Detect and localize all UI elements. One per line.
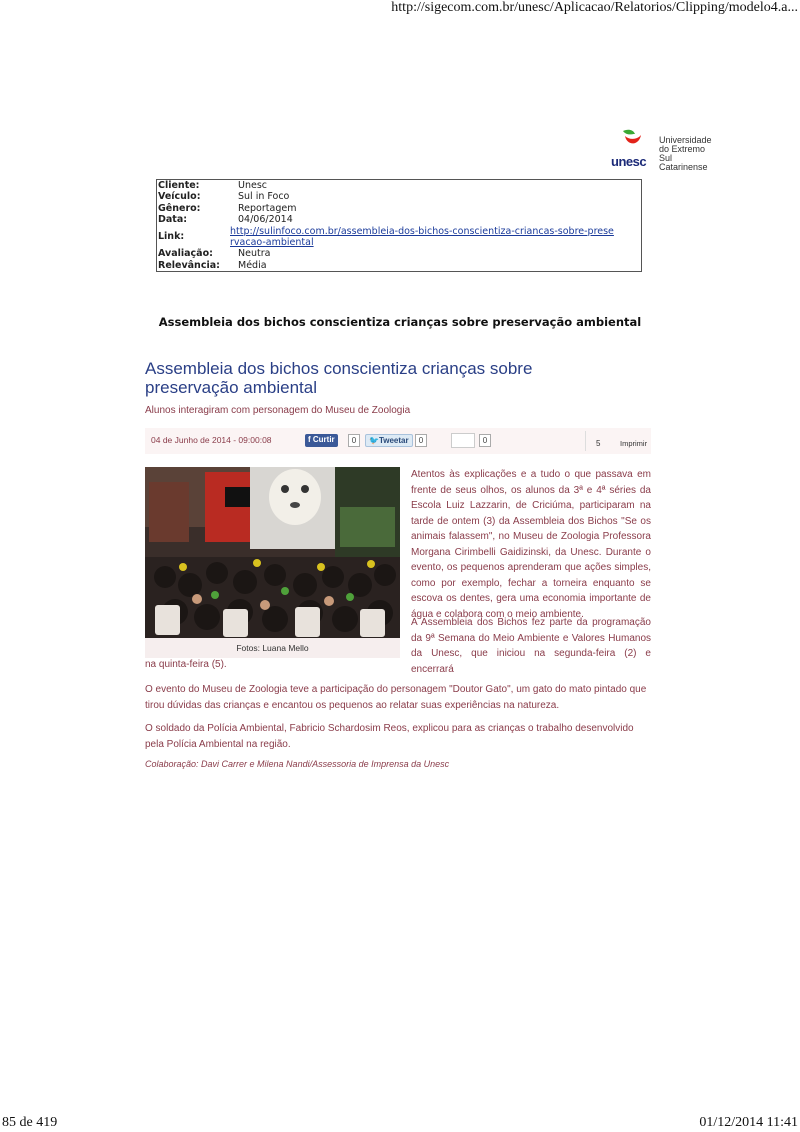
share-count: 0 xyxy=(479,434,491,447)
meta-row-link: Link: http://sulinfoco.com.br/assembleia-dos-bichos-conscientiza-criancas-sobre-prese rvacao-ambiental xyxy=(158,225,614,249)
logo-university-name: Universidade do Extremo Sul Catarinense xyxy=(659,135,712,172)
article-paragraph-2: A Assembleia dos Bichos fez parte da programação da 9ª Semana do Meio Ambiente e Valores Humanos da Unesc, que iniciou na segunda-feira (2) e encerrará xyxy=(411,617,651,675)
meta-row-veiculo: Veículo: Sul in Foco xyxy=(158,191,290,203)
meta-row-relevancia: Relevância: Média xyxy=(158,259,267,271)
clipping-headline: Assembleia dos bichos conscientiza crianças sobre preservação ambiental xyxy=(158,315,642,329)
photo-caption: Fotos: Luana Mello xyxy=(145,638,400,658)
article-paragraph-3: O evento do Museu de Zoologia teve a participação do personagem "Doutor Gato", um gato do mato pintado que tirou dúvidas das crianças e encantou os pequenos ao relatar suas experiências na natureza. xyxy=(145,684,647,711)
toolbar-divider xyxy=(585,431,586,451)
tweet-button[interactable]: 🐦Tweetar xyxy=(365,434,413,447)
logo-mark-icon xyxy=(611,128,657,156)
article-toolbar xyxy=(145,428,651,454)
facebook-like-count: 0 xyxy=(348,434,360,447)
share-button[interactable] xyxy=(451,433,475,448)
source-url: http://sigecom.com.br/unesc/Aplicacao/Relatorios/Clipping/modelo4.a... xyxy=(391,0,798,15)
meta-row-genero: Gênero: Reportagem xyxy=(158,202,297,214)
children-watching-screen-image xyxy=(145,467,400,638)
meta-row-cliente: Cliente: Unesc xyxy=(158,180,267,191)
page-counter: 85 de 419 xyxy=(2,1115,58,1130)
facebook-icon: f xyxy=(308,435,313,444)
tweet-count: 0 xyxy=(415,434,427,447)
twitter-bird-icon: 🐦 xyxy=(369,436,379,445)
print-datetime: 01/12/2014 11:41 xyxy=(699,1115,798,1130)
view-count: 5 xyxy=(596,439,601,448)
article-link[interactable]: http://sulinfoco.com.br/assembleia-dos-bichos-conscientiza-criancas-sobre-prese xyxy=(230,225,614,237)
article-date: 04 de Junho de 2014 - 09:00:08 xyxy=(151,435,272,445)
article-photo xyxy=(145,467,400,638)
meta-row-avaliacao: Avaliação: Neutra xyxy=(158,248,271,260)
article-paragraph-1: Atentos às explicações e a tudo o que passava em frente de seus olhos, os alunos da 3ª e 4ª séries da Escola Luiz Lazzarin, de Criciúma, participaram na tarde de ontem (3) da Assembleia dos Bichos "Se os animais falassem", no Museu de Zoologia Professora Morgana Cirimbelli Gaidizinski, da Unesc. Durante o evento, os pequenos aprenderam que ações simples, como por exemplo, fechar a torneira enquanto se escova os dentes, gera uma economia importante de água e colabora com o meio ambiente. xyxy=(411,469,651,620)
article-credit: Colaboração: Davi Carrer e Milena Nandi/Assessoria de Imprensa da Unesc xyxy=(145,759,450,769)
article-paragraph-4: O soldado da Polícia Ambiental, Fabricio Schardosim Reos, explicou para as crianças o trabalho desenvolvido pela Polícia Ambiental na região. xyxy=(145,723,634,750)
logo-wordmark: unesc xyxy=(611,154,647,169)
facebook-like-button[interactable]: f Curtir xyxy=(305,434,338,447)
unesc-logo xyxy=(611,128,721,172)
clipping-metadata-table xyxy=(156,179,642,272)
article-link-continued[interactable]: rvacao-ambiental xyxy=(230,237,314,249)
article-subtitle: Alunos interagiram com personagem do Museu de Zoologia xyxy=(145,405,411,416)
print-link[interactable]: Imprimir xyxy=(620,439,648,448)
meta-row-data: Data: 04/06/2014 xyxy=(158,214,293,226)
article-title: Assembleia dos bichos conscientiza crianças sobre preservação ambiental xyxy=(145,359,533,397)
article-paragraph-2-end: na quinta-feira (5). xyxy=(145,659,227,670)
